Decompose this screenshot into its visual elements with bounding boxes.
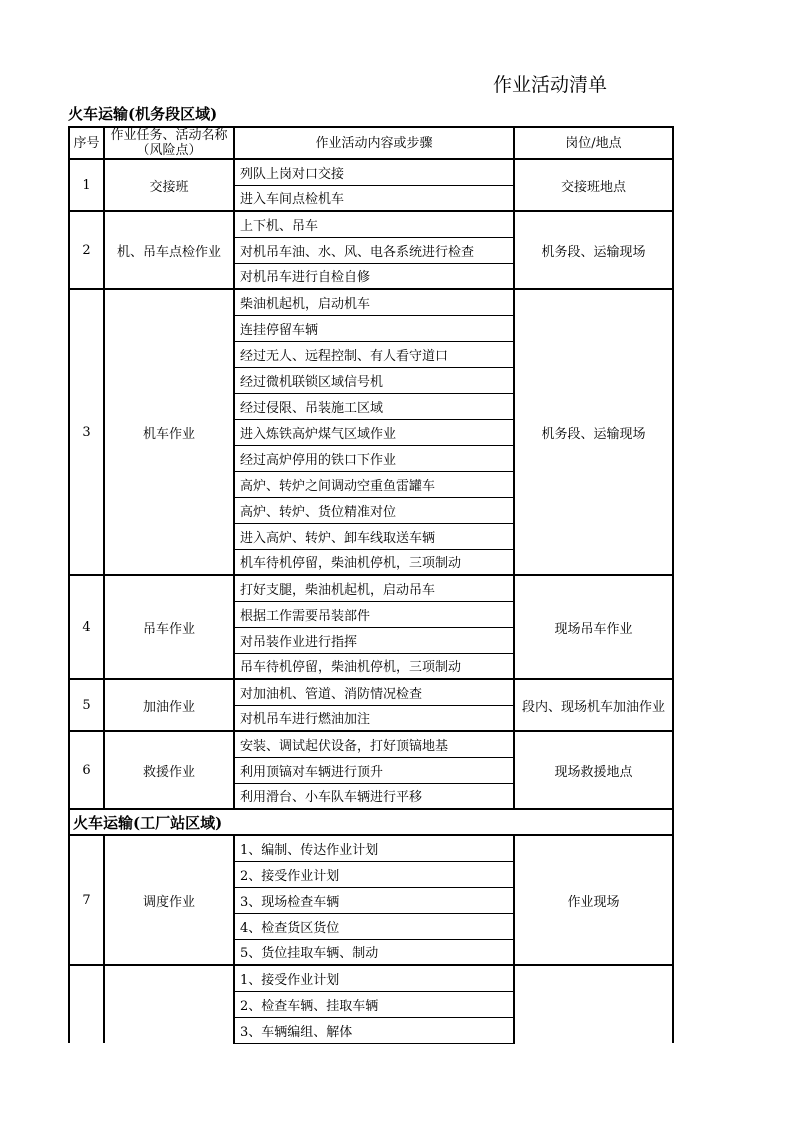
step-cell: 进入炼铁高炉煤气区域作业	[234, 419, 514, 445]
step-cell: 连挂停留车辆	[234, 315, 514, 341]
page-title: 作业活动清单	[493, 74, 608, 96]
col-header-location: 岗位/地点	[514, 127, 673, 159]
seq-cell: 6	[69, 731, 104, 809]
step-cell: 高炉、转炉之间调动空重鱼雷罐车	[234, 471, 514, 497]
location-cell: 作业现场	[514, 835, 673, 965]
step-cell: 2、接受作业计划	[234, 861, 514, 887]
step-cell: 5、货位挂取车辆、制动	[234, 939, 514, 965]
seq-cell: 5	[69, 679, 104, 731]
location-cell: 机务段、运输现场	[514, 289, 673, 575]
step-cell: 对机吊车进行自检自修	[234, 263, 514, 289]
step-cell: 3、车辆编组、解体	[234, 1017, 514, 1043]
activity-table	[68, 126, 674, 1044]
step-cell: 对加油机、管道、消防情况检查	[234, 679, 514, 705]
step-cell: 高炉、转炉、货位精准对位	[234, 497, 514, 523]
step-cell: 吊车待机停留，柴油机停机，三项制动	[234, 653, 514, 679]
step-cell: 4、检查货区货位	[234, 913, 514, 939]
location-cell	[514, 965, 673, 1043]
table-row	[69, 731, 673, 757]
location-cell: 交接班地点	[514, 159, 673, 211]
seq-cell: 7	[69, 835, 104, 965]
step-cell: 利用顶镐对车辆进行顶升	[234, 757, 514, 783]
table-row	[69, 835, 673, 861]
step-cell: 经过高炉停用的铁口下作业	[234, 445, 514, 471]
col-header-steps: 作业活动内容或步骤	[234, 127, 514, 159]
step-cell: 机车待机停留，柴油机停机，三项制动	[234, 549, 514, 575]
step-cell: 经过无人、远程控制、有人看守道口	[234, 341, 514, 367]
section-row	[69, 809, 673, 835]
step-cell: 1、编制、传达作业计划	[234, 835, 514, 861]
task-cell: 机、吊车点检作业	[104, 211, 234, 289]
step-cell: 2、检查车辆、挂取车辆	[234, 991, 514, 1017]
step-cell: 经过微机联锁区域信号机	[234, 367, 514, 393]
step-cell: 对吊装作业进行指挥	[234, 627, 514, 653]
col-header-task-line1: 作业任务、活动名称	[110, 128, 228, 143]
task-cell: 加油作业	[104, 679, 234, 731]
step-cell: 1、接受作业计划	[234, 965, 514, 991]
table-row	[69, 289, 673, 315]
step-cell: 根据工作需要吊装部件	[234, 601, 514, 627]
task-cell: 交接班	[104, 159, 234, 211]
section-heading-depot: 火车运输(机务段区域)	[68, 105, 218, 123]
location-cell: 现场救援地点	[514, 731, 673, 809]
step-cell: 柴油机起机，启动机车	[234, 289, 514, 315]
seq-cell	[69, 965, 104, 1043]
seq-cell: 3	[69, 289, 104, 575]
col-header-task	[104, 127, 234, 159]
location-cell: 段内、现场机车加油作业	[514, 679, 673, 731]
location-cell: 机务段、运输现场	[514, 211, 673, 289]
location-cell: 现场吊车作业	[514, 575, 673, 679]
seq-cell: 4	[69, 575, 104, 679]
table-row	[69, 679, 673, 705]
step-cell: 利用滑台、小车队车辆进行平移	[234, 783, 514, 809]
step-cell: 对机吊车进行燃油加注	[234, 705, 514, 731]
table-row	[69, 159, 673, 185]
task-cell: 吊车作业	[104, 575, 234, 679]
step-cell: 上下机、吊车	[234, 211, 514, 237]
table-row	[69, 211, 673, 237]
step-cell: 经过侵限、吊装施工区域	[234, 393, 514, 419]
activity-table-body	[69, 159, 673, 1043]
table-row	[69, 575, 673, 601]
section-heading-station: 火车运输(工厂站区域)	[69, 809, 673, 835]
col-header-seq: 序号	[69, 127, 104, 159]
table-header-row	[69, 127, 673, 159]
step-cell: 3、现场检查车辆	[234, 887, 514, 913]
step-cell: 对机吊车油、水、风、电各系统进行检查	[234, 237, 514, 263]
seq-cell: 2	[69, 211, 104, 289]
task-cell: 调度作业	[104, 835, 234, 965]
step-cell: 进入高炉、转炉、卸车线取送车辆	[234, 523, 514, 549]
step-cell: 列队上岗对口交接	[234, 159, 514, 185]
step-cell: 进入车间点检机车	[234, 185, 514, 211]
table-row	[69, 965, 673, 991]
task-cell: 机车作业	[104, 289, 234, 575]
task-cell: 救援作业	[104, 731, 234, 809]
col-header-task-line2: （风险点）	[136, 143, 202, 158]
task-cell	[104, 965, 234, 1043]
step-cell: 安装、调试起伏设备，打好顶镐地基	[234, 731, 514, 757]
seq-cell: 1	[69, 159, 104, 211]
step-cell: 打好支腿，柴油机起机，启动吊车	[234, 575, 514, 601]
